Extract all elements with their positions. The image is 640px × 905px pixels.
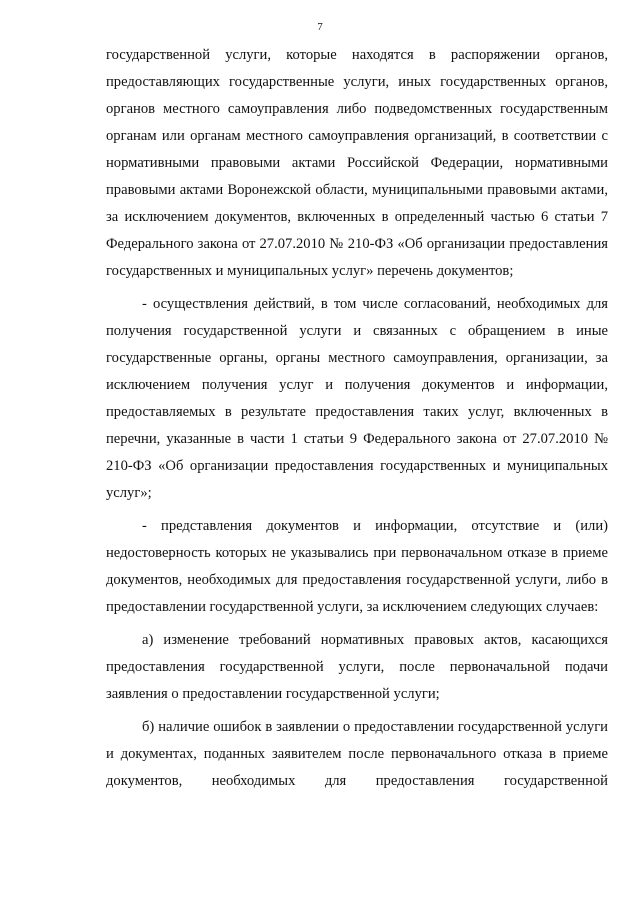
paragraph-item-a: а) изменение требований нормативных правовых актов, касающихся предоставления государственной услуги, после первоначальной подачи заявления о предоставлении государственной услуги; [106, 632, 608, 702]
paragraph-actions: - осуществления действий, в том числе согласований, необходимых для получения государственной услуги и связанных с обращением в иные государственные органы, органы местного самоуправления, организации, за исключением получения услуг и получения документов и информации, предоставляемых в результате предоставления таких услуг, включенных в перечни, указанные в части 1 статьи 9 Федерального закона от 27.07.2010 № 210-ФЗ «Об организации предоставления государственных и муниципальных услуг»; [106, 296, 608, 501]
page-number: 7 [317, 21, 323, 33]
paragraph-continuation: государственной услуги, которые находятся в распоряжении органов, предоставляющих государственные услуги, иных государственных органов, органов местного самоуправления либо подведомственных государственным органам или органам местного самоуправления организаций, в соответствии с нормативными правовыми актами Российской Федерации, нормативными правовыми актами Воронежской области, муниципальными правовыми актами, за исключением документов, включенных в определенный частью 6 статьи 7 Федерального закона от 27.07.2010 № 210-ФЗ «Об организации предоставления государственных и муниципальных услуг» перечень документов; [106, 47, 608, 279]
document-body [106, 42, 608, 795]
paragraph-documents: - представления документов и информации, отсутствие и (или) недостоверность которых не указывались при первоначальном отказе в приеме документов, необходимых для предоставления государственной услуги, либо в предоставлении государственной услуги, за исключением следующих случаев: [106, 518, 608, 615]
paragraph-item-b: б) наличие ошибок в заявлении о предоставлении государственной услуги и документах, поданных заявителем после первоначального отказа в приеме документов, необходимых для предоставления государственной [106, 719, 608, 789]
